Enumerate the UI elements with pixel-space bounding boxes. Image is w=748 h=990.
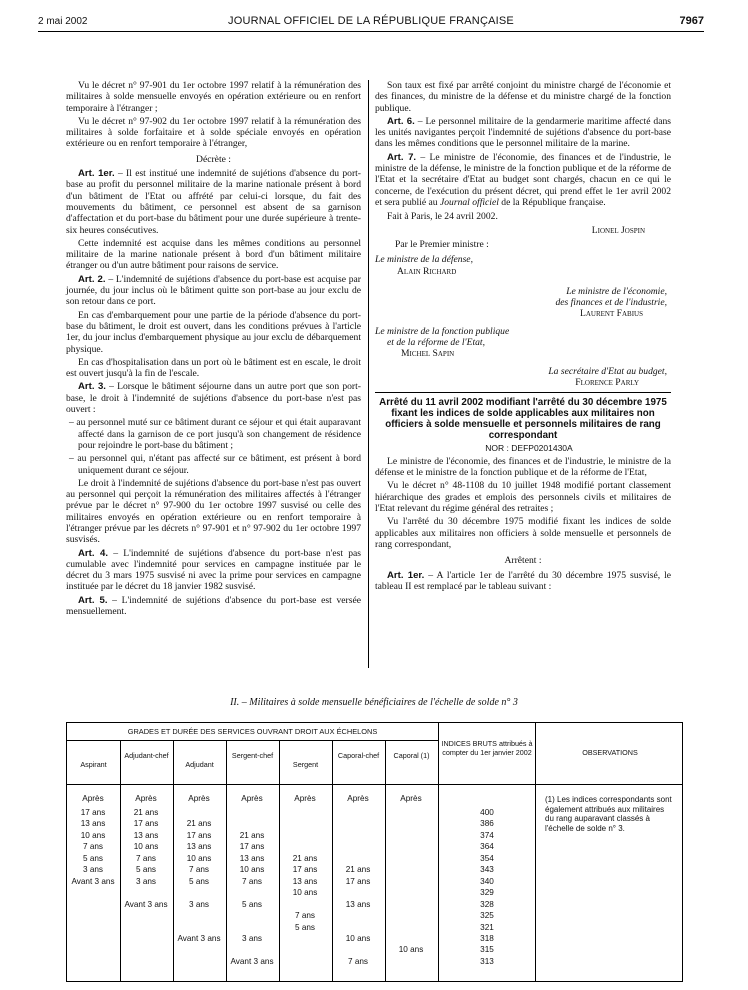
group-header-rule [67, 740, 438, 741]
article-4-text: – L'indemnité de sujétions d'absence du port-base n'est pas cumulable avec l'indemnité pour services en campagne instituée par le décret du 3 mars 1975 susvisé ni avec la prime pour services en campagne instituée par le décret du 18 janvier 1982 susvisé. [66, 547, 361, 593]
column-divider [535, 723, 536, 981]
indice-cell: 325 [480, 911, 494, 921]
duration-cell: 17 ans [133, 819, 159, 829]
duration-cell: 21 ans [345, 865, 371, 875]
visa-1: Vu le décret n° 97-901 du 1er octobre 1997 relatif à la rémunération des militaires à solde mensuelle envoyés en opération extérieure ou en renfort temporaire à l'étranger ; [66, 80, 361, 114]
column-divider [332, 740, 333, 981]
article-5-para-2: Son taux est fixé par arrêté conjoint du ministre chargé de l'économie et des finances, du ministre de la défense et du ministre chargé de la fonction publique. [375, 80, 671, 114]
budget-name: Florence Parly [575, 376, 639, 388]
article-2-para-2: En cas d'embarquement pour une partie de la période d'absence du port-base du bâtiment, le droit est ouvert, dans les conditions prévues à l'article 1er, du jour inclus d'embarquement physique au jour exclu de débarquement physique. [66, 309, 361, 355]
signature-economie [375, 282, 671, 324]
nor-reference: NOR : DEFP0201430A [485, 442, 573, 453]
indice-cell: 386 [480, 819, 494, 829]
indice-cell: 329 [480, 888, 494, 898]
duration-cell: 13 ans [186, 842, 212, 852]
article-7 [375, 152, 671, 208]
budget-title: La secrétaire d'Etat au budget, [548, 365, 667, 377]
article-1-text: – Il est institué une indemnité de sujétions d'absence du port-base au profit du personnel militaire de la marine nationale présent à bord d'un bâtiment de l'Etat ou affrété par celui-ci lorsque, du fait des mouvements du bâtiment, ce personnel est absent de sa garnison d'affectation et du port-base du bâtiment pour une durée supérieure à trente-six heures consécutives. [66, 168, 361, 236]
observation-note: (1) Les indices correspondants sont également attribués aux militaires du rang auparavant classés à l'échelle de solde n° 3. [545, 795, 672, 833]
page-header [38, 14, 704, 30]
indice-cell: 374 [480, 830, 494, 840]
apres-label: Après [294, 794, 316, 803]
duration-cell: 7 ans [241, 876, 263, 886]
defense-title: Le ministre de la défense, [375, 253, 473, 265]
indices-table [66, 722, 683, 982]
column-header: Sergent-chef [231, 751, 274, 760]
apres-label: Après [188, 794, 210, 803]
article-3-label: Art. 3. [78, 381, 106, 393]
duration-cell: 17 ans [239, 842, 265, 852]
article-7-text: – Le ministre de l'économie, des finances et de l'industrie, le ministre de la défense, le ministre de la fonction publique et de la réforme de l'Etat et la secrétaire d'Etat au budget sont chargés, chacun en ce qui le concerne, de l'exécution du présent décret, qui prend effet le 1er avril 2002 et sera publié au [375, 151, 671, 208]
journal-title: JOURNAL OFFICIEL DE LA RÉPUBLIQUE FRANÇAISE [228, 15, 514, 27]
indice-cell: 400 [480, 808, 494, 817]
column-header: Adjudant-chef [124, 751, 169, 760]
duration-cell: 21 ans [292, 853, 318, 863]
duration-cell: 21 ans [239, 830, 265, 840]
indice-cell: 313 [480, 956, 494, 966]
group-header: GRADES ET DURÉE DES SERVICES OUVRANT DROIT AUX ÉCHELONS [127, 727, 378, 736]
signatory-jospin: Lionel Jospin [591, 224, 645, 236]
column-header: Aspirant [80, 760, 107, 769]
duration-cell: 17 ans [345, 876, 371, 886]
arretent: Arrêtent : [504, 555, 542, 567]
duration-cell: 10 ans [239, 865, 265, 875]
duration-cell: 3 ans [82, 865, 104, 875]
arrete-preamble: Le ministre de l'économie, des finances et de l'industrie, le ministre de la défense et le ministre de la fonction publique et de la réforme de l'Etat, [375, 455, 671, 479]
fp-title-1: Le ministre de la fonction publique [375, 325, 510, 337]
article-5-label: Art. 5. [78, 594, 108, 606]
duration-cell: Avant 3 ans [124, 899, 168, 909]
page-number: 7967 [679, 15, 704, 27]
duration-cell: 21 ans [186, 819, 212, 829]
apres-label: Après [135, 794, 157, 803]
indices-header: INDICES BRUTS attribués à compter du 1er janvier 2002 [441, 739, 533, 757]
duration-cell: 5 ans [241, 899, 263, 909]
duration-cell: 17 ans [292, 865, 318, 875]
header-bottom-rule [67, 784, 682, 785]
economie-title-1: Le ministre de l'économie, [566, 285, 667, 297]
duration-cell: 10 ans [292, 888, 318, 898]
observations-header: OBSERVATIONS [582, 748, 638, 757]
signature-budget [375, 364, 671, 392]
article-6 [375, 116, 671, 150]
par-premier-ministre: Par le Premier ministre : [395, 238, 489, 250]
article-6-label: Art. 6. [387, 115, 415, 127]
indice-cell: 318 [480, 933, 494, 943]
arrete-visa-1: Vu le décret n° 48-1108 du 10 juillet 1948 modifié portant classement hiérarchique des grades et emplois des personnels civils et militaires de l'Etat relevant du régime général des retraites ; [375, 480, 671, 515]
left-column [66, 80, 361, 619]
right-column [375, 80, 671, 594]
article-3-text: – Lorsque le bâtiment séjourne dans un autre port que son port-base, le droit à l'indemnité de sujétions d'absence du port-base n'est pas ouvert : [66, 381, 361, 416]
indice-cell: 340 [480, 876, 494, 886]
indice-cell: 328 [480, 899, 494, 909]
header-rule [38, 31, 704, 32]
signature-jospin [375, 225, 671, 239]
duration-cell: 7 ans [82, 842, 104, 852]
arrete-article-1-label: Art. 1er. [387, 569, 425, 581]
arrete-article-1-text: – A l'article 1er de l'arrêté du 30 décembre 1975 susvisé, le tableau II est remplacé par le tableau suivant : [375, 569, 671, 592]
signature-fonction-publique [375, 324, 671, 364]
duration-cell: 7 ans [188, 865, 210, 875]
apres-label: Après [82, 794, 104, 803]
column-header: Sergent [292, 760, 319, 769]
duration-cell: 3 ans [135, 876, 157, 886]
apres-label: Après [347, 794, 369, 803]
duration-cell: 13 ans [239, 853, 265, 863]
duration-cell: 10 ans [186, 853, 212, 863]
article-3 [66, 381, 361, 415]
duration-cell: 5 ans [135, 865, 157, 875]
fait-a-paris: Fait à Paris, le 24 avril 2002. [387, 211, 498, 223]
indice-cell: 354 [480, 853, 494, 863]
duration-cell: 5 ans [188, 876, 210, 886]
journal-officiel-ref: Journal officiel [440, 196, 499, 208]
visa-2: Vu le décret n° 97-902 du 1er octobre 1997 relatif à la rémunération des militaires à solde forfaitaire et à solde spéciale envoyés en opération extérieure ou en renfort temporaire à l'étranger, [66, 115, 361, 150]
economie-title-2: des finances et de l'industrie, [555, 296, 667, 308]
duration-cell: 10 ans [80, 830, 106, 840]
article-1 [66, 168, 361, 236]
fp-title-2: et de la réforme de l'Etat, [387, 336, 485, 348]
indice-cell: 321 [480, 922, 494, 932]
duration-cell: 10 ans [133, 842, 159, 852]
economie-name: Laurent Fabius [580, 307, 643, 319]
table-title: II. – Militaires à solde mensuelle bénéficiaires de l'échelle de solde n° 3 [230, 697, 518, 708]
duration-cell: 21 ans [133, 808, 159, 817]
article-2 [66, 274, 361, 308]
article-2-text: – L'indemnité de sujétions d'absence du port-base est acquise par journée, du jour inclus où le bâtiment quitte son port-base au jour exclu de son retour dans ce port. [66, 273, 361, 308]
article-5-text: – L'indemnité de sujétions d'absence du port-base est versée mensuellement. [66, 594, 361, 618]
duration-cell: 5 ans [82, 853, 104, 863]
duration-cell: 17 ans [186, 830, 212, 840]
article-1-label: Art. 1er. [78, 168, 115, 180]
column-divider [438, 723, 439, 981]
duration-cell: 10 ans [345, 933, 371, 943]
duration-cell: 17 ans [80, 808, 106, 817]
duration-cell: 3 ans [241, 933, 263, 943]
premier-ministre-line [375, 239, 671, 252]
indice-cell: 315 [480, 945, 494, 955]
duration-cell: 3 ans [188, 899, 210, 909]
article-3-dash-1: – au personnel muté sur ce bâtiment durant ce séjour et qui était auparavant affecté dans la garnison de ce port jusqu'à son changement de résidence pour rejoindre le port-base du bâtiment ; [69, 417, 361, 451]
column-header: Caporal (1) [393, 751, 430, 760]
apres-label: Après [400, 794, 422, 803]
indice-cell: 364 [480, 842, 494, 852]
duration-cell: 5 ans [294, 922, 316, 932]
column-separator [368, 80, 369, 668]
column-header: Caporal-chef [337, 751, 380, 760]
indice-cell: 343 [480, 865, 494, 875]
article-3-para-2: Le droit à l'indemnité de sujétions d'absence du port-base n'est pas ouvert au personnel qui perçoit la rémunération des militaires affectés à l'étranger prévue par le décret n° 97-900 du 1er octobre 1997 susvisé ou celle des militaires envoyés en opération extérieure ou en renfort temporaire à l'étranger prévue par les décrets n° 97-901 et n° 97-902 du 1er octobre 1997 susvisés. [66, 477, 361, 546]
duration-cell: Avant 3 ans [230, 956, 274, 966]
article-5 [66, 595, 361, 618]
signature-defense [375, 252, 671, 282]
arrete-visa-2: Vu l'arrêté du 30 décembre 1975 modifié fixant les indices de solde applicables aux militaires non officiers à solde mensuelle et personnels de rang correspondant, [375, 516, 671, 550]
article-7-end: de la République française. [498, 196, 606, 208]
article-6-text: – Le personnel militaire de la gendarmerie maritime affecté dans les unités navigantes perçoit l'indemnité de sujétions d'absence du port-base dans les mêmes conditions que le personnel militaire de la marine. [375, 115, 671, 150]
duration-cell: Avant 3 ans [71, 876, 115, 886]
duration-cell: 13 ans [345, 899, 371, 909]
duration-cell: 13 ans [80, 819, 106, 829]
article-7-label: Art. 7. [387, 151, 417, 163]
duration-cell: 7 ans [294, 911, 316, 921]
article-4 [66, 548, 361, 593]
article-2-para-3: En cas d'hospitalisation dans un port où le bâtiment est en escale, le droit est ouvert jusqu'à la fin de l'escale. [66, 356, 361, 380]
issue-date: 2 mai 2002 [38, 16, 88, 27]
apres-label: Après [241, 794, 263, 803]
duration-cell: 7 ans [347, 956, 369, 966]
duration-cell: 10 ans [398, 945, 424, 955]
article-4-label: Art. 4. [78, 547, 109, 559]
article-3-dash-2: – au personnel qui, n'étant pas affecté sur ce bâtiment, est présent à bord uniquement durant ce séjour. [69, 453, 361, 476]
article-1-para-2: Cette indemnité est acquise dans les mêmes conditions au personnel militaire de la marine nationale présent à bord d'un bâtiment militaire étranger ou d'un autre bâtiment pour raisons de service. [66, 237, 361, 272]
article-2-label: Art. 2. [78, 273, 106, 285]
arrete-article-1 [375, 570, 671, 593]
duration-cell: Avant 3 ans [177, 933, 221, 943]
defense-name: Alain Richard [397, 265, 457, 277]
arrete-title: Arrêté du 11 avril 2002 modifiant l'arrêté du 30 décembre 1975 fixant les indices de solde applicables aux militaires non officiers à solde mensuelle et personnels militaires de rang correspondant [375, 392, 671, 441]
duration-cell: 13 ans [292, 876, 318, 886]
decrete: Décrète : [196, 153, 231, 165]
column-header: Adjudant [185, 760, 214, 769]
duration-cell: 13 ans [133, 830, 159, 840]
duration-cell: 7 ans [135, 853, 157, 863]
fp-name: Michel Sapin [401, 347, 455, 359]
